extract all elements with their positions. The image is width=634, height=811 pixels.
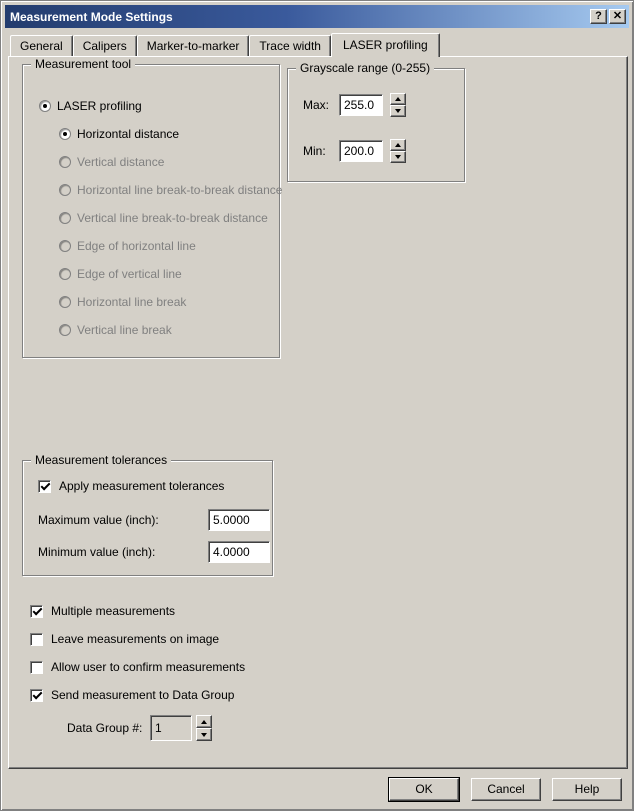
data-group-label: Data Group #: <box>67 721 143 735</box>
spinner-down-button[interactable] <box>390 105 406 117</box>
up-arrow-icon <box>395 97 401 101</box>
min-label: Min: <box>303 144 326 158</box>
cancel-button[interactable]: Cancel <box>471 778 541 801</box>
radio-laser-profiling[interactable]: LASER profiling <box>39 99 279 113</box>
ok-button[interactable]: OK <box>389 778 459 801</box>
tab-strip <box>10 33 440 57</box>
down-arrow-icon <box>395 155 401 159</box>
help-button[interactable]: Help <box>552 778 622 801</box>
radio-icon <box>59 240 71 252</box>
radio-icon <box>59 156 71 168</box>
checkbox-leave-measurements[interactable]: Leave measurements on image <box>30 632 245 646</box>
data-group-spinner <box>196 715 212 741</box>
checkbox-send-to-data-group[interactable]: Send measurement to Data Group <box>30 688 245 702</box>
checkbox-icon <box>38 480 51 493</box>
radio-vertical-line-break[interactable]: Vertical line break <box>59 323 279 337</box>
down-arrow-icon <box>201 733 207 737</box>
up-arrow-icon <box>201 720 207 724</box>
minimum-value-label: Minimum value (inch): <box>38 545 156 559</box>
radio-horizontal-line-break[interactable]: Horizontal line break <box>59 295 279 309</box>
checkbox-multiple-measurements[interactable]: Multiple measurements <box>30 604 245 618</box>
spinner-down-button[interactable] <box>390 151 406 163</box>
options-checkbox-list <box>30 604 245 702</box>
grayscale-range-legend: Grayscale range (0-255) <box>296 61 434 75</box>
measurement-tolerances-legend: Measurement tolerances <box>31 453 171 467</box>
tab-marker-to-marker[interactable]: Marker-to-marker <box>137 35 250 56</box>
radio-icon <box>59 268 71 280</box>
checkbox-icon <box>30 689 43 702</box>
checkbox-icon <box>30 661 43 674</box>
checkbox-icon <box>30 633 43 646</box>
radio-icon <box>39 100 51 112</box>
data-group-input[interactable] <box>150 715 192 741</box>
tab-general[interactable]: General <box>10 35 73 56</box>
grayscale-min-input[interactable] <box>339 140 383 162</box>
close-icon[interactable]: ✕ <box>609 9 626 24</box>
radio-icon <box>59 128 71 140</box>
title-bar[interactable] <box>5 5 629 28</box>
checkbox-allow-confirm[interactable]: Allow user to confirm measurements <box>30 660 245 674</box>
max-label: Max: <box>303 98 330 112</box>
spinner-up-button[interactable] <box>390 139 406 151</box>
radio-edge-of-horizontal-line[interactable]: Edge of horizontal line <box>59 239 279 253</box>
help-icon[interactable]: ? <box>590 9 607 24</box>
radio-horizontal-distance[interactable]: Horizontal distance <box>59 127 279 141</box>
measurement-tool-legend: Measurement tool <box>31 57 135 71</box>
tab-calipers[interactable]: Calipers <box>73 35 137 56</box>
spinner-down-button[interactable] <box>196 728 212 741</box>
radio-vertical-line-break-to-break[interactable]: Vertical line break-to-break distance <box>59 211 279 225</box>
measurement-tool-group <box>22 57 283 358</box>
grayscale-range-group <box>287 61 465 182</box>
measurement-tolerances-group <box>22 453 273 576</box>
spinner-up-button[interactable] <box>390 93 406 105</box>
radio-icon <box>59 184 71 196</box>
spinner-up-button[interactable] <box>196 715 212 728</box>
grayscale-max-spinner <box>390 93 406 117</box>
down-arrow-icon <box>395 109 401 113</box>
radio-vertical-distance[interactable]: Vertical distance <box>59 155 279 169</box>
checkbox-icon <box>30 605 43 618</box>
radio-icon <box>59 212 71 224</box>
grayscale-min-spinner <box>390 139 406 163</box>
maximum-value-input[interactable] <box>208 509 270 531</box>
window-title: Measurement Mode Settings <box>10 9 173 24</box>
minimum-value-input[interactable] <box>208 541 270 563</box>
tab-laser-profiling[interactable]: LASER profiling <box>331 33 440 57</box>
radio-edge-of-vertical-line[interactable]: Edge of vertical line <box>59 267 279 281</box>
laser-profiling-tab-page <box>8 56 628 769</box>
radio-icon <box>59 296 71 308</box>
radio-horizontal-line-break-to-break[interactable]: Horizontal line break-to-break distance <box>59 183 279 197</box>
radio-icon <box>59 324 71 336</box>
checkbox-apply-tolerances[interactable]: Apply measurement tolerances <box>38 479 272 493</box>
maximum-value-label: Maximum value (inch): <box>38 513 159 527</box>
tab-trace-width[interactable]: Trace width <box>249 35 331 56</box>
up-arrow-icon <box>395 143 401 147</box>
grayscale-max-input[interactable] <box>339 94 383 116</box>
data-group-row <box>67 715 212 741</box>
